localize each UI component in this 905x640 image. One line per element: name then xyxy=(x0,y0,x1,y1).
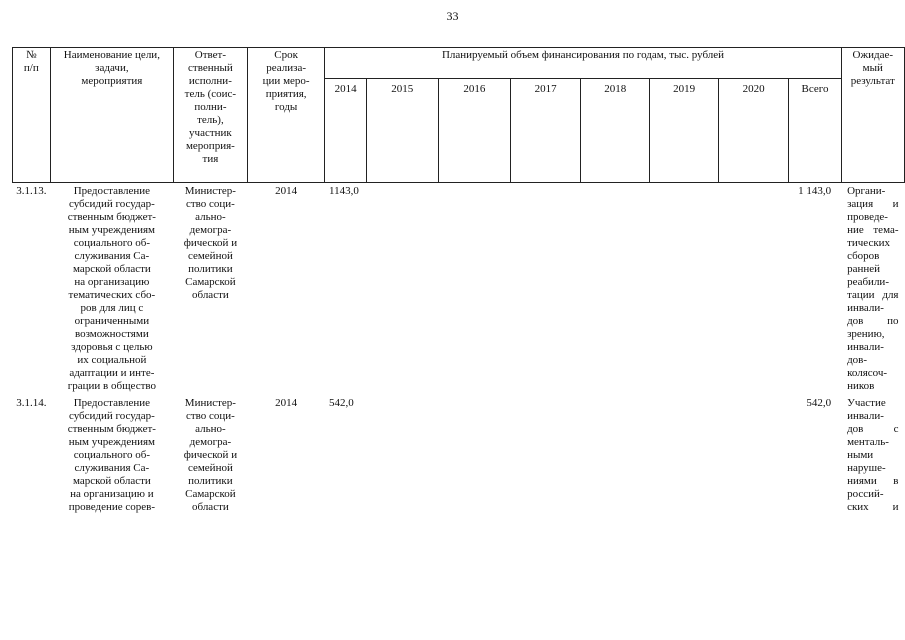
header-result: Ожидае- мый результат xyxy=(841,48,904,183)
row-number: 3.1.14. xyxy=(16,397,47,409)
row-term: 2014 xyxy=(275,397,298,409)
header-year-2015: 2015 xyxy=(366,79,438,183)
table-row xyxy=(13,183,905,396)
financing-table xyxy=(12,47,905,516)
header-name: Наименование цели, задачи, мероприятия xyxy=(50,48,173,183)
header-year-2017: 2017 xyxy=(510,79,580,183)
row-number: 3.1.13. xyxy=(16,185,47,197)
row-name: Предоставление субсидий государ- ственным бюджет- ным учреждениям социального об- служивания Са- марской области на организацию и проведение сорев- xyxy=(67,397,156,513)
row-amount-2014: 542,0 xyxy=(328,397,354,409)
row-responsible: Министер- ство соци- ально- демогра- фической и семейной политики Самарской области xyxy=(183,185,238,301)
header-term: Срок реализа- ции меро- приятия, годы xyxy=(247,48,325,183)
row-total: 1 143,0 xyxy=(798,185,832,197)
row-amount-2014: 1143,0 xyxy=(328,185,359,197)
row-term: 2014 xyxy=(275,185,298,197)
header-total: Всего xyxy=(789,79,841,183)
table-row xyxy=(13,395,905,516)
header-year-2016: 2016 xyxy=(438,79,510,183)
row-name: Предоставление субсидий государ- ственным бюджет- ным учреждениям социального об- служивания Са- марской области на организацию тематических сбо- ров для лиц с ограниченными возможностями здоровья с целью их социальной адаптации и инте- грации в общество xyxy=(67,185,156,392)
header-financing: Планируемый объем финансирования по годам, тыс. рублей xyxy=(325,48,841,79)
row-total: 542,0 xyxy=(806,397,832,409)
header-year-2020: 2020 xyxy=(718,79,788,183)
header-num: № п/п xyxy=(13,48,51,183)
row-result: Участие инвали- дов с менталь- ными наруше- ниями в россий- ских и xyxy=(847,397,899,513)
row-responsible: Министер- ство соци- ально- демогра- фической и семейной политики Самарской области xyxy=(183,397,238,513)
page-number: 33 xyxy=(446,9,459,23)
header-year-2019: 2019 xyxy=(650,79,719,183)
row-result: Органи- зация и проведе- ние тема- тических сборов ранней реабили- тации для инвали- дов по зрению, инвали- дов- колясоч- ников xyxy=(847,185,899,392)
header-responsible: Ответ- ственный исполни- тель (соис- полни- тель), участник мероприя- тия xyxy=(174,48,248,183)
header-year-2018: 2018 xyxy=(581,79,650,183)
header-row xyxy=(13,48,905,79)
header-year-2014: 2014 xyxy=(325,79,366,183)
